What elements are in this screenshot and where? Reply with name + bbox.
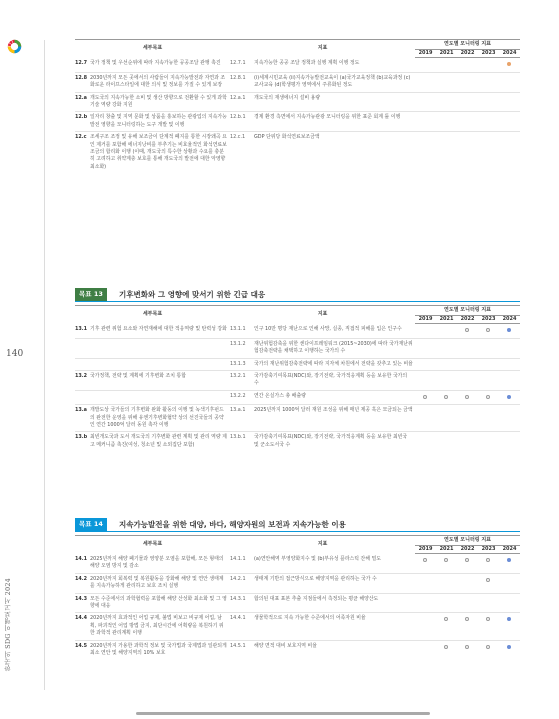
target-text: 개도국의 지속가능한 소비 및 생산 방향으로 전환할 수 있게 과학기술 역량 강화 지원 — [90, 92, 230, 112]
header-year: 2022 — [457, 50, 478, 58]
status-ring-icon — [423, 558, 427, 562]
status-ring-icon — [444, 558, 448, 562]
target-text — [90, 358, 230, 370]
monitoring-cell — [415, 358, 436, 370]
page-number: 140 — [6, 349, 24, 359]
table-row — [75, 432, 520, 451]
target-text: 2020년까지 회복력 및 복원활동을 강화해 해양 및 연안 생태계를 지속가능하게 관리하고 보호 조치 실행 — [90, 573, 230, 593]
goal14-table-container — [75, 535, 520, 659]
table-row — [75, 358, 520, 370]
target-code: 13.2 — [75, 371, 90, 391]
monitoring-cell — [436, 554, 457, 573]
goal12-table — [75, 39, 520, 173]
indicator-text: 생물학적으로 지속 가능한 수준에서의 어족자원 비율 — [254, 613, 415, 640]
indicator-text: (a)연안해역 부영양화지수 및 (b)부유성 플라스틱 잔해 밀도 — [254, 555, 382, 562]
status-ring-icon — [465, 558, 469, 562]
indicator-text: GDP 단위당 화석연료보조금액 — [254, 132, 415, 174]
header-year: 2023 — [478, 546, 499, 554]
target-code: 12.a — [75, 92, 90, 112]
table-row — [75, 554, 520, 573]
indicator-text: 재난위험감축을 위한 센다이프레임워크 (2015~2030)에 따라 국가재난위험감축전략을 채택하고 이행하는 국가의 수 — [254, 338, 415, 358]
monitoring-cell — [436, 112, 457, 132]
monitoring-cell — [478, 640, 499, 659]
monitoring-cell — [436, 405, 457, 432]
monitoring-cell — [457, 405, 478, 432]
indicator-text: (i)세계시민교육 (ii)지속가능발전교육이 (a)국가교육정책 (b)교육과정 (c)교사교육 (d)학생평가 영역에서 주류화된 정도 — [254, 72, 415, 92]
header-year: 2021 — [436, 50, 457, 58]
monitoring-cell — [478, 338, 499, 358]
indicator-code: 13.a.1 — [230, 405, 254, 432]
table-row — [75, 593, 520, 613]
monitoring-cell — [499, 338, 520, 358]
monitoring-cell — [415, 324, 436, 338]
table-row — [75, 132, 520, 174]
status-ring-icon — [486, 578, 490, 582]
table-row — [75, 640, 520, 659]
target-text: 최빈개도국과 도서 개도국의 기후변화 관련 계획 및 관리 역량 제고 메커니즘 촉진(여성, 청소년 및 소외집단 포함) — [90, 432, 230, 451]
indicator-text: 해양 면적 대비 보호지역 비율 — [254, 640, 415, 659]
status-ring-icon — [486, 645, 490, 649]
target-code: 14.5 — [75, 640, 90, 659]
horizontal-scrollbar[interactable] — [136, 712, 430, 715]
sidebar-divider — [44, 40, 45, 690]
target-text — [90, 390, 230, 404]
indicator-code: 12.7.1 — [230, 59, 246, 66]
monitoring-cell — [457, 92, 478, 112]
status-ring-icon — [465, 617, 469, 621]
goal14-badge: 목표 14 — [75, 518, 107, 531]
monitoring-cell — [478, 358, 499, 370]
target-code: 12.c — [75, 132, 90, 174]
status-dot-icon — [507, 395, 511, 399]
monitoring-cell — [415, 92, 436, 112]
monitoring-cell — [415, 593, 436, 613]
header-year: 2023 — [478, 50, 499, 58]
monitoring-cell — [457, 112, 478, 132]
monitoring-cell — [457, 640, 478, 659]
monitoring-cell — [478, 405, 499, 432]
table-row — [75, 112, 520, 132]
target-text: 2020년까지 가용한 과학적 정보 및 국가법과 국제법과 일관되게 최소 연안 및 해양지역의 10% 보호 — [90, 640, 230, 659]
monitoring-cell — [478, 593, 499, 613]
monitoring-cell — [499, 324, 520, 338]
monitoring-cell — [415, 432, 436, 451]
target-text: 2025년까지 해양 폐기물과 영양분 오염을 포함해, 모든 형태의 해양 오염 방지 및 감소 — [90, 555, 224, 570]
monitoring-cell — [499, 640, 520, 659]
monitoring-cell — [436, 390, 457, 404]
status-ring-icon — [486, 558, 490, 562]
monitoring-cell — [499, 371, 520, 391]
target-text: 모든 수준에서의 과학협력을 포함해 해양 산성화 최소화 및 그 영향에 대응 — [90, 593, 230, 613]
monitoring-cell — [499, 390, 520, 404]
header-year: 2022 — [457, 316, 478, 324]
header-target: 세부목표 — [142, 541, 163, 548]
monitoring-cell — [499, 573, 520, 593]
monitoring-cell — [436, 324, 457, 338]
table-row — [75, 390, 520, 404]
indicator-text: 국가의 재난위험감축전략에 따라 지자체 차원에서 전략을 갖추고 있는 비율 — [254, 358, 415, 370]
monitoring-cell — [499, 92, 520, 112]
monitoring-cell — [457, 324, 478, 338]
target-code: 13.b — [75, 432, 90, 451]
target-text: 조세구조 조정 및 유해 보조금이 단계적 폐지를 통한 시장왜곡 요인 제거를 포함해 에너지낭비를 부추기는 비효율적인 화석연료보조금의 합리화 이행 (이때, 개도국의 특수한 상황과 수요를 충분히 고려하고 취약계층 보호를 통해 개도국의 발전에 대한 악영향 최소화) — [90, 132, 230, 174]
status-ring-icon — [444, 395, 448, 399]
goal13-header — [75, 288, 520, 302]
table-row — [75, 371, 520, 391]
monitoring-cell — [415, 371, 436, 391]
header-indicator: 지표 — [317, 541, 328, 548]
status-ring-icon — [444, 617, 448, 621]
monitoring-cell — [415, 613, 436, 640]
table-row — [75, 324, 520, 338]
monitoring-cell — [478, 554, 499, 573]
status-ring-icon — [486, 328, 490, 332]
goal13-table — [75, 305, 520, 451]
monitoring-cell — [415, 390, 436, 404]
monitoring-cell — [478, 324, 499, 338]
status-ring-icon — [486, 395, 490, 399]
status-dot-icon — [507, 617, 511, 621]
indicator-code: 12.b.1 — [230, 112, 254, 132]
status-ring-icon — [465, 645, 469, 649]
indicator-text: 국가감축기여목표(NDC)와, 장기전략, 국가적응계획 등을 보유한 최빈국 및 군소도서국 수 — [254, 432, 415, 451]
target-code — [75, 390, 90, 404]
monitoring-cell — [478, 112, 499, 132]
status-ring-icon — [444, 645, 448, 649]
monitoring-cell — [478, 92, 499, 112]
monitoring-cell — [457, 593, 478, 613]
indicator-code: 14.3.1 — [230, 593, 254, 613]
target-code: 12.8 — [75, 72, 90, 92]
header-year: 2023 — [478, 316, 499, 324]
status-ring-icon — [486, 617, 490, 621]
target-code: 14.2 — [75, 573, 90, 593]
monitoring-cell — [457, 132, 478, 174]
indicator-code: 13.2.1 — [230, 371, 254, 391]
table-row — [75, 573, 520, 593]
table-row — [75, 72, 520, 92]
monitoring-cell — [415, 132, 436, 174]
monitoring-cell — [436, 573, 457, 593]
monitoring-cell — [457, 613, 478, 640]
monitoring-cell — [415, 640, 436, 659]
header-year: 2019 — [415, 546, 436, 554]
monitoring-cell — [436, 640, 457, 659]
header-year: 2024 — [499, 50, 520, 58]
target-text: 국가 정책 및 우선순위에 따라 지속가능한 공공조달 관행 촉진 — [90, 59, 221, 66]
indicator-text: 생태계 기반의 접근방식으로 해양지역을 관리하는 국가 수 — [254, 573, 415, 593]
indicator-code: 13.1.1 — [230, 325, 246, 332]
target-code: 14.1 — [75, 555, 88, 562]
status-ring-icon — [423, 395, 427, 399]
target-text: 기후 관련 위험 요소와 자연재해에 대한 적응역량 및 탄력성 강화 — [90, 325, 227, 332]
table-row — [75, 338, 520, 358]
monitoring-cell — [436, 72, 457, 92]
goal12-table-container — [75, 39, 520, 173]
indicator-text: 연간 온실가스 총 배출량 — [254, 390, 415, 404]
indicator-text: 지속가능한 공공 조달 정책과 실행 계획 이행 정도 — [254, 59, 360, 66]
monitoring-cell — [436, 371, 457, 391]
monitoring-cell — [457, 338, 478, 358]
header-monitoring: 연도별 모니터링 지표 — [415, 536, 520, 546]
table-row — [75, 613, 520, 640]
indicator-text: 국가감축기여목표(NDC)와, 장기전략, 국가적응계획 등을 보유한 국가의 수 — [254, 371, 415, 391]
target-code: 12.b — [75, 112, 90, 132]
header-monitoring: 연도별 모니터링 지표 — [415, 40, 520, 50]
monitoring-cell — [478, 432, 499, 451]
monitoring-cell — [499, 112, 520, 132]
indicator-text: 개도국의 재생에너지 설비 용량 — [254, 92, 415, 112]
monitoring-cell — [499, 58, 520, 72]
monitoring-cell — [436, 58, 457, 72]
table-row — [75, 405, 520, 432]
goal13-badge: 목표 13 — [75, 288, 107, 301]
table-row — [75, 92, 520, 112]
indicator-code: 13.1.2 — [230, 338, 254, 358]
header-indicator: 지표 — [317, 45, 328, 52]
monitoring-cell — [478, 371, 499, 391]
goal14-title: 지속가능발전을 위한 대양, 바다, 해양자원의 보전과 지속가능한 이용 — [119, 520, 346, 529]
monitoring-cell — [415, 573, 436, 593]
status-dot-icon — [507, 328, 511, 332]
target-code: 13.1 — [75, 325, 88, 332]
header-year: 2024 — [499, 316, 520, 324]
monitoring-cell — [457, 72, 478, 92]
monitoring-cell — [499, 432, 520, 451]
header-monitoring: 연도별 모니터링 지표 — [415, 306, 520, 316]
status-dot-icon — [507, 62, 511, 66]
status-dot-icon — [507, 558, 511, 562]
monitoring-cell — [499, 358, 520, 370]
monitoring-cell — [478, 613, 499, 640]
indicator-code: 13.b.1 — [230, 432, 254, 451]
goal13-table-container — [75, 305, 520, 451]
goal14-header — [75, 518, 520, 532]
monitoring-cell — [478, 390, 499, 404]
monitoring-cell — [499, 554, 520, 573]
target-text — [90, 338, 230, 358]
report-side-title: 한국의 SDG 이행보고서 2024 — [4, 578, 12, 672]
monitoring-cell — [415, 405, 436, 432]
monitoring-cell — [457, 573, 478, 593]
indicator-code: 12.8.1 — [230, 72, 254, 92]
target-text: 2020년까지 효과적인 어업 규제, 불법 비보고 비규제 어업, 남획, 파괴적인 어업 방법 금지, 최단시간에 어획량을 복원하기 위한 과학적 관리계획 이행 — [90, 613, 230, 640]
monitoring-cell — [457, 432, 478, 451]
status-dot-icon — [507, 645, 511, 649]
monitoring-cell — [457, 390, 478, 404]
status-ring-icon — [465, 395, 469, 399]
indicator-code: 14.2.1 — [230, 573, 254, 593]
monitoring-cell — [499, 72, 520, 92]
header-year: 2019 — [415, 50, 436, 58]
indicator-text: 인구 10만 명당 재난으로 인해 사망, 실종, 직접적 피해를 입은 인구수 — [254, 325, 402, 332]
monitoring-cell — [415, 554, 436, 573]
target-text: 일자리 창출 및 지역 문화 및 상품을 홍보하는 관광업의 지속가능발전 영향을 모니터링하는 도구 개발 및 이행 — [90, 112, 230, 132]
indicator-text: 2025년까지 1000억 달러 재원 조성을 위해 매년 제공 혹은 모금되는 금액 — [254, 405, 415, 432]
monitoring-cell — [499, 405, 520, 432]
monitoring-cell — [436, 338, 457, 358]
indicator-text: 경제 환경 측면에서 지속가능관광 모니터링을 위한 표준 회계 툴 이행 — [254, 112, 415, 132]
table-row — [75, 58, 520, 72]
indicator-code: 12.a.1 — [230, 92, 254, 112]
header-year: 2021 — [436, 316, 457, 324]
monitoring-cell — [415, 112, 436, 132]
goal14-table — [75, 535, 520, 659]
indicator-code: 14.1.1 — [230, 555, 246, 562]
indicator-code: 12.c.1 — [230, 132, 254, 174]
monitoring-cell — [415, 58, 436, 72]
target-code — [75, 358, 90, 370]
monitoring-cell — [436, 358, 457, 370]
monitoring-cell — [457, 371, 478, 391]
target-code: 14.3 — [75, 593, 90, 613]
monitoring-cell — [436, 132, 457, 174]
monitoring-cell — [499, 593, 520, 613]
header-year: 2024 — [499, 546, 520, 554]
monitoring-cell — [457, 358, 478, 370]
header-target: 세부목표 — [142, 45, 163, 52]
target-code: 12.7 — [75, 59, 88, 66]
monitoring-cell — [415, 338, 436, 358]
indicator-code: 13.2.2 — [230, 390, 254, 404]
status-ring-icon — [465, 328, 469, 332]
monitoring-cell — [478, 58, 499, 72]
header-year: 2021 — [436, 546, 457, 554]
indicator-code: 14.4.1 — [230, 613, 254, 640]
monitoring-cell — [478, 573, 499, 593]
target-code: 14.4 — [75, 613, 90, 640]
monitoring-cell — [415, 72, 436, 92]
target-text: 국가정책, 전략 및 계획에 기후변화 조치 통합 — [90, 371, 230, 391]
sdg-wheel-logo — [7, 39, 22, 54]
goal13-title: 기후변화와 그 영향에 맞서기 위한 긴급 대응 — [119, 290, 266, 299]
monitoring-cell — [436, 593, 457, 613]
header-indicator: 지표 — [317, 311, 328, 318]
target-text: 2030년까지 모든 곳에서의 사람들이 지속가능발전과 자연과 조화로운 라이프스타일에 대한 의식 및 정보를 가질 수 있게 보장 — [90, 72, 230, 92]
monitoring-cell — [436, 432, 457, 451]
target-code: 13.a — [75, 405, 90, 432]
monitoring-cell — [499, 132, 520, 174]
target-text: 개발도상 국가들의 기후변화 완화 활동의 이행 및 녹색기후펀드의 완전한 운영을 위해 유엔기후변화협약 상의 선진국들의 공약인 연간 1000억 달러 동원 촉각 이행 — [90, 405, 230, 432]
monitoring-cell — [457, 58, 478, 72]
header-year: 2022 — [457, 546, 478, 554]
header-target: 세부목표 — [142, 311, 163, 318]
monitoring-cell — [457, 554, 478, 573]
monitoring-cell — [499, 613, 520, 640]
indicator-code: 14.5.1 — [230, 640, 254, 659]
monitoring-cell — [478, 72, 499, 92]
indicator-code: 13.1.3 — [230, 358, 254, 370]
monitoring-cell — [478, 132, 499, 174]
monitoring-cell — [436, 613, 457, 640]
indicator-text: 합의된 대표 표본 추출 지점들에서 측정되는 평균 해양산도 — [254, 593, 415, 613]
target-code — [75, 338, 90, 358]
monitoring-cell — [436, 92, 457, 112]
header-year: 2019 — [415, 316, 436, 324]
